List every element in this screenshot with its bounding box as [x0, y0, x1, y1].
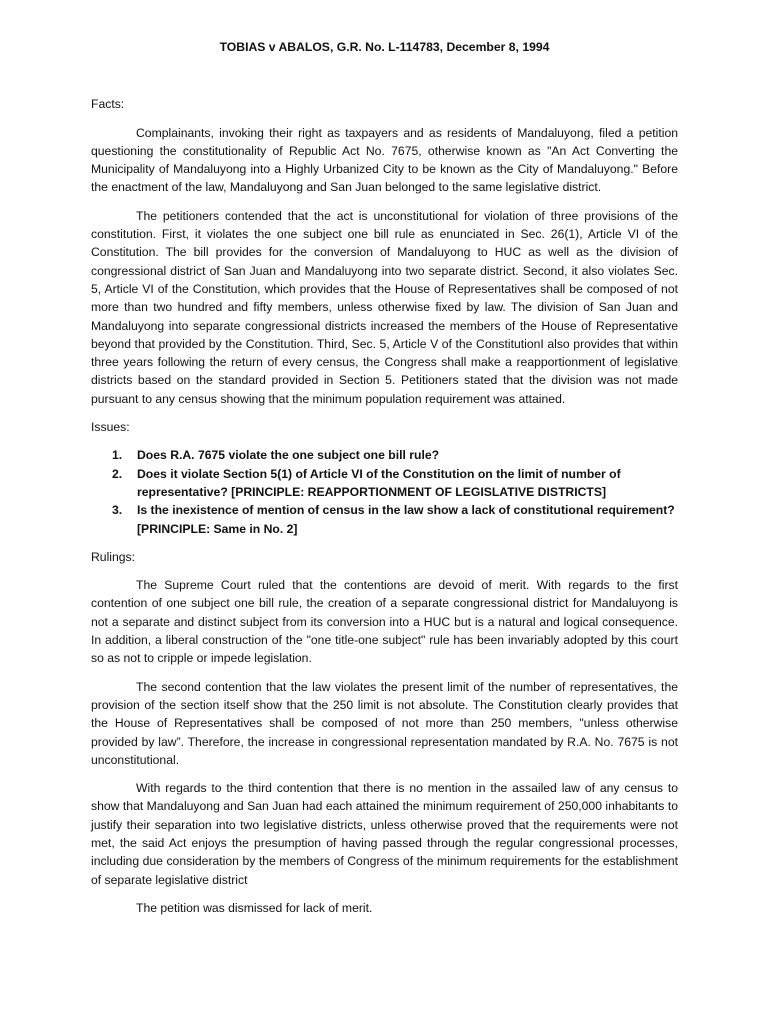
document-page: [91, 38, 678, 917]
issue-item: [91, 446, 678, 464]
issues-heading: Issues:: [91, 420, 130, 435]
issue-text: Does R.A. 7675 violate the one subject one bill rule?: [137, 448, 440, 463]
rulings-paragraph: The petition was dismissed for lack of merit.: [136, 900, 373, 915]
issue-item: [91, 501, 678, 538]
issue-text: Is the inexistence of mention of census in the law show a lack of constitutional requirement? [PRINCIPLE: Same in No. 2]: [137, 503, 675, 536]
rulings-paragraph: With regards to the third contention that there is no mention in the assailed law of any census to show that Mandaluyong and San Juan had each attained the minimum requirement of 250,000 inhabitants to justify their separation into two legislative districts, unless otherwise proved that the requirements were not met, the said Act enjoys the presumption of having passed through the regular congressional processes, including due consideration by the members of Congress of the minimum requirements for the establishment of separate legislative district: [91, 781, 678, 887]
issue-number: 3.: [112, 503, 123, 518]
rulings-paragraph: The second contention that the law violates the present limit of the number of representatives, the provision of the section itself show that the 250 limit is not absolute. The Constitution clearly provides that the House of Representatives shall be composed of not more than 250 members, "unless otherwise provided by law”. Therefore, the increase in congressional representation mandated by R.A. No. 7675 is not unconstitutional.: [91, 679, 678, 767]
rulings-heading: Rulings:: [91, 549, 136, 564]
issue-number: 2.: [112, 466, 123, 481]
facts-paragraph: The petitioners contended that the act is unconstitutional for violation of three provisions of the constitution. First, it violates the one subject one bill rule as enunciated in Sec. 26(1), Article VI of the Constitution. The bill provides for the conversion of Mandaluyong to HUC as well as the division of congressional district of San Juan and Mandaluyong into two separate district. Second, it also violates Sec. 5, Article VI of the Constitution, which provides that the House of Representatives shall be composed of not more than two hundred and fifty members, unless otherwise fixed by law. The division of San Juan and Mandaluyong into separate congressional districts increased the members of the House of Representative beyond that provided by the Constitution. Third, Sec. 5, Article V of the ConstitutionI also provides that within three years following the return of every census, the Congress shall make a reapportionment of legislative districts based on the standard provided in Section 5. Petitioners stated that the division was not made pursuant to any census showing that the minimum population requirement was attained.: [91, 208, 678, 406]
rulings-paragraph: The Supreme Court ruled that the contentions are devoid of merit. With regards to the first contention of one subject one bill rule, the creation of a separate congressional district for Mandaluyong is not a separate and distinct subject from its conversion into a HUC but is a natural and logical consequence. In addition, a liberal construction of the "one title-one subject" rule has been invariably adopted by this court so as not to cripple or impede legislation.: [91, 578, 678, 666]
issue-item: [91, 465, 678, 502]
facts-paragraph: Complainants, invoking their right as taxpayers and as residents of Mandaluyong, filed a petition questioning the constitutionality of Republic Act No. 7675, otherwise known as "An Act Converting the Municipality of Mandaluyong into a Highly Urbanized City to be known as the City of Mandaluyong." Before the enactment of the law, Mandaluyong and San Juan belonged to the same legislative district.: [91, 125, 678, 195]
case-title: TOBIAS v ABALOS, G.R. No. L-114783, December 8, 1994: [219, 40, 550, 54]
issues-list: [91, 446, 678, 537]
issue-number: 1.: [112, 448, 123, 463]
facts-heading: Facts:: [91, 97, 125, 112]
issue-text: Does it violate Section 5(1) of Article VI of the Constitution on the limit of number of representative? [PRINCIPLE: REAPPORTIONMENT OF LEGISLATIVE DISTRICTS]: [137, 466, 621, 499]
